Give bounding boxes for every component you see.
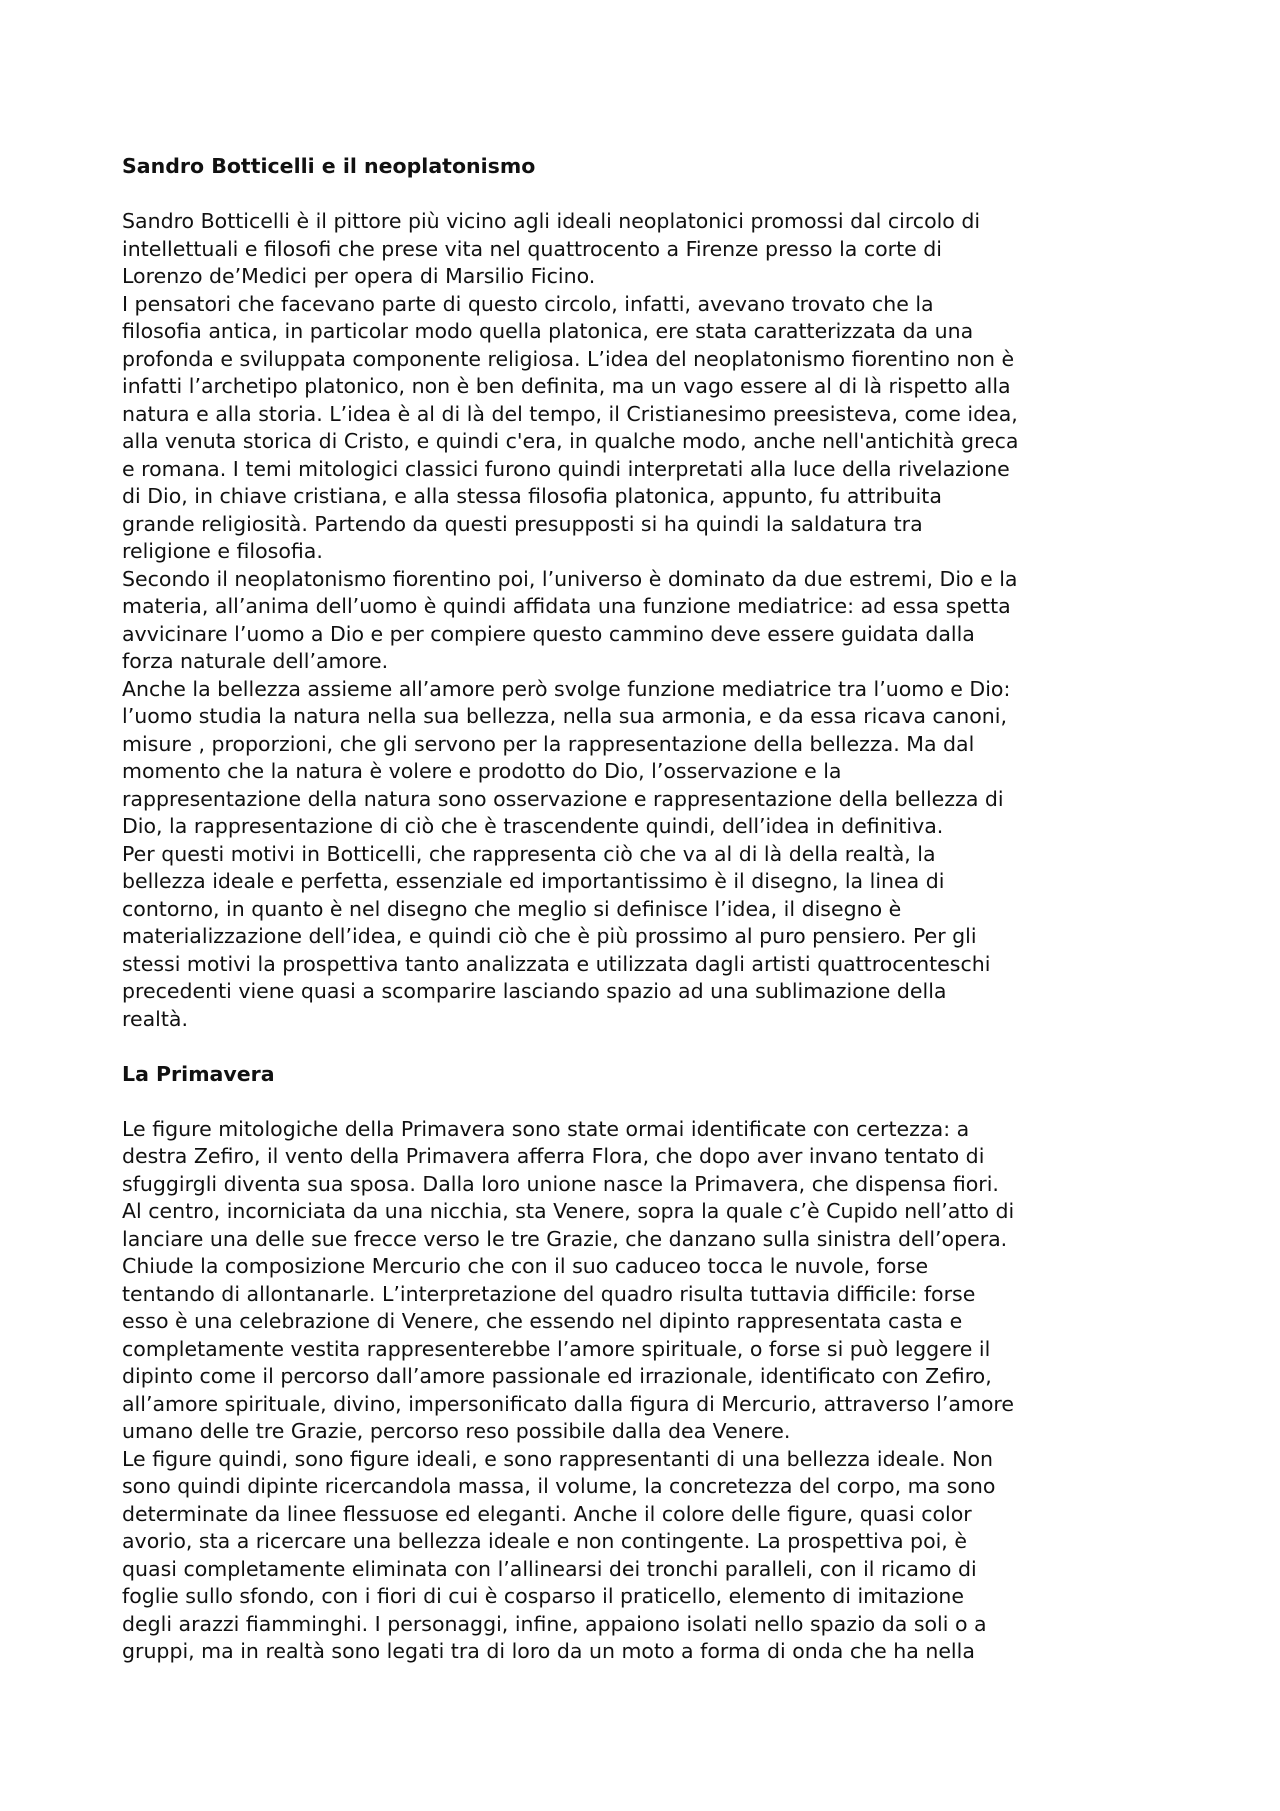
text-line: avorio, sta a ricercare una bellezza ideale e non contingente. La prospettiva poi, è [122, 1529, 967, 1553]
text-line: grande religiosità. Partendo da questi presupposti si ha quindi la saldatura tra [122, 511, 923, 536]
text-line: esso è una celebrazione di Venere, che essendo nel dipinto rappresentata casta e [122, 1309, 963, 1333]
text-line: Per questi motivi in Botticelli, che rappresenta ciò che va al di là della realtà, la [122, 841, 936, 866]
text-line: foglie sullo sfondo, con i fiori di cui è cosparso il praticello, elemento di imitazione [122, 1584, 965, 1608]
text-line: Sandro Botticelli è il pittore più vicino agli ideali neoplatonici promossi dal circolo di [122, 209, 981, 233]
text-line: filosofia antica, in particolar modo quella platonica, ere stata caratterizzata da una [122, 319, 974, 343]
section-heading: La Primavera [122, 1061, 275, 1086]
text-line: Lorenzo de’Medici per opera di Marsilio Ficino. [122, 264, 596, 288]
text-line: Le figure mitologiche della Primavera sono state ormai identificate con certezza: a [122, 1116, 970, 1141]
text-line: rappresentazione della natura sono osservazione e rappresentazione della bellezza di [122, 786, 1004, 811]
text-line: stessi motivi la prospettiva tanto analizzata e utilizzata dagli artisti quattrocenteschi [122, 951, 991, 976]
text-line: Chiude la composizione Mercurio che con il suo caduceo tocca le nuvole, forse [122, 1254, 929, 1278]
text-line: quasi completamente eliminata con l’allinearsi dei tronchi paralleli, con il ricamo di [122, 1556, 977, 1581]
text-line: realtà. [122, 1006, 188, 1031]
text-line: gruppi, ma in realtà sono legati tra di loro da un moto a forma di onda che ha nella [122, 1639, 975, 1663]
text-line: I pensatori che facevano parte di questo circolo, infatti, avevano trovato che la [122, 291, 934, 316]
spacer [122, 1088, 1242, 1116]
text-line: alla venuta storica di Cristo, e quindi c'era, in qualche modo, anche nell'antichità greca [122, 429, 1019, 453]
text-line: Le figure quindi, sono figure ideali, e sono rappresentanti di una bellezza ideale. Non [122, 1446, 993, 1471]
text-line: materia, all’anima dell’uomo è quindi affidata una funzione mediatrice: ad essa spetta [122, 594, 1011, 618]
text-line: di Dio, in chiave cristiana, e alla stessa filosofia platonica, appunto, fu attribuita [122, 484, 942, 508]
text-line: intellettuali e filosofi che prese vita nel quattrocento a Firenze presso la corte di [122, 236, 942, 261]
text-line: sfuggirgli diventa sua sposa. Dalla loro unione nasce la Primavera, che dispensa fiori. [122, 1171, 999, 1196]
text-line: destra Zefiro, il vento della Primavera afferra Flora, che dopo aver invano tentato di [122, 1144, 985, 1168]
text-line: misure , proporzioni, che gli servono per la rappresentazione della bellezza. Ma dal [122, 731, 975, 756]
text-line: degli arazzi fiamminghi. I personaggi, infine, appaiono isolati nello spazio da soli o a [122, 1611, 987, 1636]
document-page [122, 153, 1242, 1666]
text-line: avvicinare l’uomo a Dio e per compiere questo cammino deve essere guidata dalla [122, 621, 975, 646]
text-line: completamente vestita rappresenterebbe l’amore spirituale, o forse si può leggere il [122, 1336, 991, 1361]
text-line: contorno, in quanto è nel disegno che meglio si definisce l’idea, il disegno è [122, 896, 902, 921]
text-line: e romana. I temi mitologici classici furono quindi interpretati alla luce della rivelazione [122, 456, 1010, 481]
spacer [122, 181, 1242, 209]
text-line: precedenti viene quasi a scomparire lasciando spazio ad una sublimazione della [122, 979, 947, 1003]
spacer [122, 1033, 1242, 1061]
text-line: tentando di allontanarle. L’interpretazione del quadro risulta tuttavia difficile: forse [122, 1281, 976, 1306]
text-line: Al centro, incorniciata da una nicchia, sta Venere, sopra la quale c’è Cupido nell’atto di [122, 1199, 1015, 1223]
text-line: bellezza ideale e perfetta, essenziale ed importantissimo è il disegno, la linea di [122, 869, 945, 893]
text-line: infatti l’archetipo platonico, non è ben definita, ma un vago essere al di là rispetto alla [122, 374, 1011, 398]
text-line: natura e alla storia. L’idea è al di là del tempo, il Cristianesimo preesisteva, come idea, [122, 401, 1018, 426]
text-line: materializzazione dell’idea, e quindi ciò che è più prossimo al puro pensiero. Per gli [122, 924, 977, 948]
text-line: dipinto come il percorso dall’amore passionale ed irrazionale, identificato con Zefiro, [122, 1364, 992, 1388]
text-line: l’uomo studia la natura nella sua bellezza, nella sua armonia, e da essa ricava canoni, [122, 704, 1007, 728]
text-line: Anche la bellezza assieme all’amore però svolge funzione mediatrice tra l’uomo e Dio: [122, 676, 1011, 701]
text-line: momento che la natura è volere e prodotto do Dio, l’osservazione e la [122, 759, 842, 783]
text-line: Secondo il neoplatonismo fiorentino poi, l’universo è dominato da due estremi, Dio e la [122, 566, 1018, 591]
text-line: determinate da linee flessuose ed eleganti. Anche il colore delle figure, quasi color [122, 1501, 972, 1526]
text-line: umano delle tre Grazie, percorso reso possibile dalla dea Venere. [122, 1419, 791, 1443]
text-line: sono quindi dipinte ricercandola massa, il volume, la concretezza del corpo, ma sono [122, 1474, 996, 1498]
section-heading: Sandro Botticelli e il neoplatonismo [122, 154, 536, 178]
text-line: lanciare una delle sue frecce verso le tre Grazie, che danzano sulla sinistra dell’opera. [122, 1226, 1008, 1251]
text-line: religione e filosofia. [122, 539, 323, 563]
text-line: all’amore spirituale, divino, impersonificato dalla figura di Mercurio, attraverso l’amore [122, 1391, 1015, 1416]
text-line: profonda e sviluppata componente religiosa. L’idea del neoplatonismo fiorentino non è [122, 346, 1015, 371]
text-line: forza naturale dell’amore. [122, 649, 389, 673]
text-line: Dio, la rappresentazione di ciò che è trascendente quindi, dell’idea in definitiva. [122, 814, 944, 838]
